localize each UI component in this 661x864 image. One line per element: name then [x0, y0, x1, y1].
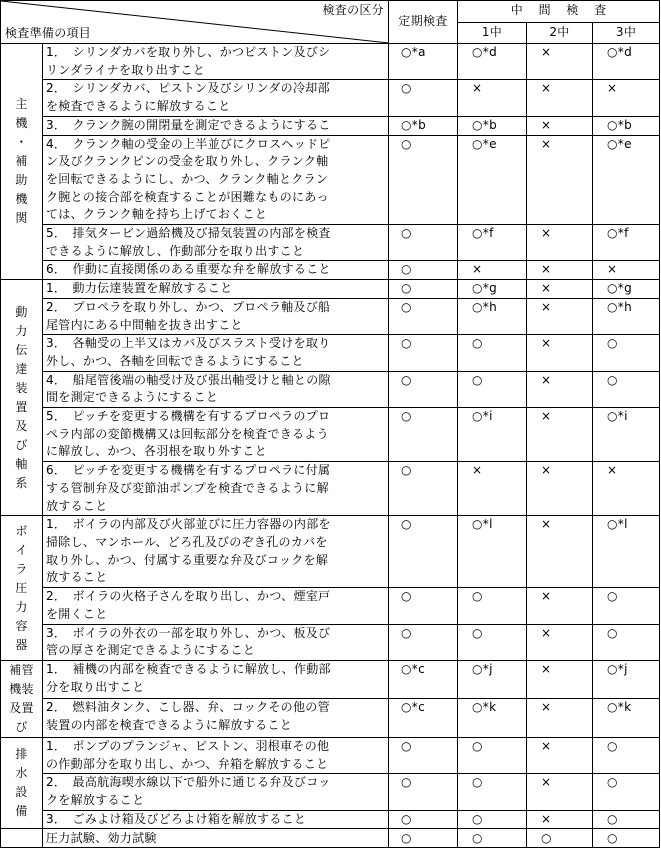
- category-label-char: 置: [15, 399, 28, 414]
- table-row: [1, 462, 660, 516]
- category-label-char: び: [15, 437, 28, 452]
- item-description: [43, 699, 389, 738]
- mid-1-mark: ○*d: [458, 44, 527, 80]
- mid-3-mark: ○*d: [593, 44, 660, 80]
- item-line: 2． 燃料油タンク、こし器、弁、コックその他の管: [46, 700, 330, 715]
- mid-3-mark: ○: [593, 829, 660, 848]
- periodic-mark: ○: [389, 829, 458, 848]
- mid-2-mark: ×: [527, 588, 593, 624]
- item-line: ク腕との接合部を検査することが困難なものにあっ: [46, 189, 329, 204]
- mid-3-mark: ○: [593, 335, 660, 371]
- item-line: 3． 各軸受の上半又はカバ及びスラスト受けを取り: [46, 336, 331, 351]
- item-line: 外し、かつ、各軸を回転できるようにすること: [46, 353, 304, 368]
- item-description: [43, 660, 389, 699]
- category-label-char: 力: [15, 323, 28, 338]
- item-line: の作動部分を取り出し、かつ、弁箱を解放すること: [46, 756, 329, 771]
- mid-2-mark: ×: [527, 116, 593, 135]
- mid-3-mark: ×: [593, 462, 660, 516]
- mid-1-mark: ×: [458, 261, 527, 280]
- category-label-char: 関: [15, 211, 28, 226]
- periodic-mark: ○: [389, 624, 458, 660]
- category-label-char: 機: [15, 192, 28, 207]
- item-description: [43, 810, 389, 829]
- item-description: [43, 225, 389, 261]
- mid-1-mark: ×: [458, 462, 527, 516]
- mid-1-mark: ○: [458, 624, 527, 660]
- periodic-mark: ○*c: [389, 699, 458, 738]
- item-line: を検査できるように解放すること: [46, 99, 231, 114]
- mid-3-mark: ○*k: [593, 699, 660, 738]
- category-label-char: 器: [15, 637, 28, 652]
- mid-1-mark: ○: [458, 737, 527, 773]
- table-row: [1, 135, 660, 225]
- category-label: [1, 516, 43, 661]
- item-line: 放すること: [46, 498, 108, 513]
- item-line: に解放し、かつ、各羽根を取り外すこと: [46, 444, 267, 459]
- periodic-mark: ○: [389, 774, 458, 810]
- category-label: [1, 737, 43, 829]
- item-line: 1． ポンプのプランジャ、ピストン、羽根車その他: [46, 738, 330, 753]
- mid-3-mark: ○*l: [593, 516, 660, 588]
- mid-1-mark: ○*i: [458, 408, 527, 462]
- table-row: [1, 516, 660, 588]
- item-description: [43, 408, 389, 462]
- intermediate-2-header: 2中: [527, 22, 593, 44]
- mid-3-mark: ○: [593, 737, 660, 773]
- mid-3-mark: ○*i: [593, 408, 660, 462]
- item-line: 2． ボイラの火格子さんを取り出し、かつ、煙室戸: [46, 589, 331, 604]
- intermediate-1-header: 1中: [458, 22, 527, 44]
- item-line: 6． ピッチを変更する機構を有するプロペラに付属: [46, 463, 331, 478]
- item-line: 3． ボイラの外衣の一部を取り外し、かつ、板及び: [46, 625, 331, 640]
- periodic-mark: ○: [389, 261, 458, 280]
- mid-1-mark: ○: [458, 810, 527, 829]
- item-line: する管制弁及び変節油ポンプを検査できるように解: [46, 480, 329, 495]
- category-label-char: ボ: [15, 523, 28, 538]
- item-description: [43, 135, 389, 225]
- table-row: [1, 261, 660, 280]
- item-line: ては、クランク軸を持ち上げておくこと: [46, 207, 268, 222]
- mid-1-mark: ○*k: [458, 699, 527, 738]
- periodic-mark: ○: [389, 588, 458, 624]
- table-row: [1, 371, 660, 407]
- periodic-mark: ○*a: [389, 44, 458, 80]
- category-label-char: 設: [15, 785, 28, 800]
- category-label-char: 排: [15, 747, 28, 762]
- category-label-char: 及置: [9, 700, 34, 715]
- item-line: 1． 動力伝達装置を解放すること: [46, 281, 233, 296]
- mid-2-mark: ×: [527, 261, 593, 280]
- item-line: 尾管内にある中間軸を抜き出すこと: [46, 317, 243, 332]
- table-row: [1, 298, 660, 334]
- item-description: [43, 624, 389, 660]
- category-label: [1, 280, 43, 516]
- item-line: 装置の内部を検査できるように解放すること: [46, 718, 293, 733]
- category-label-char: 機装: [9, 681, 34, 696]
- item-line: 間を測定できるようにすること: [46, 390, 219, 405]
- item-line: 6． 作動に直接関係のある重要な弁を解放すること: [46, 262, 331, 277]
- mid-2-mark: ×: [527, 737, 593, 773]
- periodic-mark: ○: [389, 810, 458, 829]
- item-description: [43, 335, 389, 371]
- mid-2-mark: ×: [527, 810, 593, 829]
- category-label-char: び: [15, 719, 28, 734]
- table-row: [1, 116, 660, 135]
- mid-2-mark: ×: [527, 335, 593, 371]
- item-line: ペラ内部の変節機構又は回転部分を検査できるよう: [46, 426, 329, 441]
- table-row: [1, 225, 660, 261]
- mid-2-mark: ×: [527, 135, 593, 225]
- mid-2-mark: ×: [527, 462, 593, 516]
- mid-3-mark: ○*j: [593, 660, 660, 699]
- mid-3-mark: ○*h: [593, 298, 660, 334]
- mid-3-mark: ○: [593, 371, 660, 407]
- item-line: 1． シリンダカバを取り外し、かつピストン及びシ: [46, 45, 331, 59]
- table-row: [1, 660, 660, 699]
- mid-2-mark: ×: [527, 774, 593, 810]
- category-label-char: 補: [15, 154, 28, 169]
- category-label-char: 助: [15, 173, 28, 188]
- item-line: 2． プロペラを取り外し、かつ、プロペラ軸及び船: [46, 299, 331, 314]
- category-label-char: 軸: [15, 456, 28, 471]
- category-label-char: 達: [15, 361, 28, 376]
- item-line: 管の厚さを測定できるようにすること: [46, 643, 256, 658]
- item-line: 1． ボイラの内部及び火部並びに圧力容器の内部を: [46, 517, 331, 532]
- mid-1-mark: ○*b: [458, 116, 527, 135]
- item-description: [43, 80, 389, 116]
- item-line: 取り外し、かつ、付属する重要な弁及びコックを解: [46, 552, 329, 567]
- mid-1-mark: ○: [458, 829, 527, 848]
- mid-3-mark: ×: [593, 80, 660, 116]
- category-label-char: ラ: [15, 561, 28, 576]
- category-label-char: 伝: [15, 342, 28, 357]
- mid-1-mark: ○*j: [458, 660, 527, 699]
- category-label-char: 機: [15, 116, 28, 131]
- item-line: 分を取り出すこと: [46, 679, 145, 694]
- item-line: 3． ごみよけ箱及びどろよけ箱を解放すること: [46, 811, 307, 826]
- items-header-label: 検査準備の項目: [5, 26, 92, 40]
- item-line: 5． ピッチを変更する機構を有するプロペラのプロ: [46, 409, 331, 424]
- periodic-mark: ○: [389, 225, 458, 261]
- item-description: [43, 280, 389, 299]
- periodic-mark: ○: [389, 298, 458, 334]
- periodic-mark: ○: [389, 371, 458, 407]
- mid-1-mark: ×: [458, 80, 527, 116]
- periodic-mark: ○*b: [389, 116, 458, 135]
- category-label-char: 備: [15, 804, 28, 819]
- mid-2-mark: ×: [527, 371, 593, 407]
- mid-2-mark: ×: [527, 408, 593, 462]
- periodic-mark: ○: [389, 737, 458, 773]
- item-description: [43, 516, 389, 588]
- item-line: ン及びクランクピンの受金を取り外し、クランク軸: [46, 154, 329, 169]
- item-line: クを解放すること: [46, 793, 145, 808]
- mid-2-mark: ○: [527, 829, 593, 848]
- category-label-char: イ: [15, 542, 28, 557]
- mid-1-mark: ○: [458, 588, 527, 624]
- periodic-mark: ○: [389, 516, 458, 588]
- periodic-mark: ○: [389, 80, 458, 116]
- category-label-char: 装: [15, 380, 28, 395]
- periodic-mark: ○: [389, 335, 458, 371]
- item-description: [43, 371, 389, 407]
- mid-3-mark: ○*g: [593, 280, 660, 299]
- category-label-char: 補管: [9, 662, 34, 677]
- item-description: [43, 261, 389, 280]
- intermediate-3-header: 3中: [593, 22, 660, 44]
- mid-3-mark: ○: [593, 810, 660, 829]
- item-line: 4． 船尾管後端の軸受け及び張出軸受けと軸との隙: [46, 372, 331, 387]
- item-line: 5． 排気タービン過給機及び掃気装置の内部を検査: [46, 226, 331, 241]
- category-label-char: 主: [15, 97, 28, 112]
- mid-1-mark: ○: [458, 774, 527, 810]
- item-description: [43, 737, 389, 773]
- table-row: [1, 280, 660, 299]
- item-line: を回転できるようにし、かつ、クランク軸とクラン: [46, 171, 329, 186]
- mid-2-mark: ×: [527, 298, 593, 334]
- category-label: [1, 44, 43, 280]
- category-label-char: 水: [15, 766, 28, 781]
- periodic-mark: ○: [389, 280, 458, 299]
- item-line: を開くこと: [46, 606, 108, 621]
- mid-3-mark: ○*e: [593, 135, 660, 225]
- mid-1-mark: ○*l: [458, 516, 527, 588]
- table-row: [1, 699, 660, 738]
- item-description: [43, 774, 389, 810]
- item-description: [43, 588, 389, 624]
- mid-3-mark: ○: [593, 624, 660, 660]
- item-description: [43, 44, 389, 80]
- item-line: 掃除し、マンホール、どろ孔及びのぞき孔のカバを: [46, 534, 328, 549]
- item-line: 4． クランク軸の受金の上半並びにクロスヘッドピ: [46, 136, 331, 151]
- mid-3-mark: ○: [593, 588, 660, 624]
- category-label-char: 動: [15, 304, 28, 319]
- category-header-label: 検査の区分: [322, 3, 384, 17]
- mid-1-mark: ○*e: [458, 135, 527, 225]
- table-row: [1, 80, 660, 116]
- item-line: 3． クランク腕の開閉量を測定できるようにするこ: [46, 117, 331, 132]
- item-line: できるように解放し、作動部分を取り出すこと: [46, 243, 305, 258]
- item-description: [43, 462, 389, 516]
- mid-3-mark: ×: [593, 261, 660, 280]
- category-label-char: 力: [15, 599, 28, 614]
- mid-2-mark: ×: [527, 225, 593, 261]
- category-label-char: 容: [15, 618, 28, 633]
- item-description: [43, 298, 389, 334]
- item-line: リンダライナを取り出すこと: [46, 62, 206, 77]
- item-description: [43, 116, 389, 135]
- mid-2-mark: ×: [527, 80, 593, 116]
- periodic-mark: ○: [389, 135, 458, 225]
- empty-category-cell: [1, 829, 43, 848]
- category-label-char: ・: [15, 135, 28, 150]
- periodic-mark: ○: [389, 408, 458, 462]
- periodic-mark: ○*c: [389, 660, 458, 699]
- category-label-char: 系: [15, 475, 28, 490]
- item-line: 1． 補機の内部を検査できるように解放し、作動部: [46, 661, 331, 676]
- periodic-inspection-header: 定期検査: [389, 1, 458, 44]
- mid-1-mark: ○: [458, 335, 527, 371]
- table-row: [1, 408, 660, 462]
- table-row: [1, 829, 660, 848]
- category-label: [1, 660, 43, 737]
- mid-3-mark: ○*b: [593, 116, 660, 135]
- mid-1-mark: ○*h: [458, 298, 527, 334]
- category-label-char: 圧: [15, 580, 28, 595]
- mid-2-mark: ×: [527, 699, 593, 738]
- mid-3-mark: ○*f: [593, 225, 660, 261]
- table-row: [1, 774, 660, 810]
- mid-2-mark: ×: [527, 44, 593, 80]
- mid-3-mark: ○: [593, 774, 660, 810]
- mid-2-mark: ×: [527, 624, 593, 660]
- table-row: [1, 810, 660, 829]
- table-row: [1, 335, 660, 371]
- table-row: [1, 737, 660, 773]
- item-line: 2． シリンダカバ、ピストン及びシリンダの冷却部: [46, 81, 330, 96]
- item-line: 2． 最高航海喫水線以下で船外に通じる弁及びコッ: [46, 775, 331, 790]
- category-label-char: 及: [15, 418, 28, 433]
- mid-1-mark: ○: [458, 371, 527, 407]
- item-line: 放すること: [46, 570, 108, 585]
- table-row: [1, 44, 660, 80]
- mid-1-mark: ○*f: [458, 225, 527, 261]
- table-row: [1, 588, 660, 624]
- mid-2-mark: ×: [527, 280, 593, 299]
- intermediate-inspection-header: 中 間 検 査: [458, 1, 660, 23]
- pressure-test-label: 圧力試験、効力試験: [43, 829, 389, 848]
- table-row: [1, 624, 660, 660]
- mid-2-mark: ×: [527, 516, 593, 588]
- mid-1-mark: ○*g: [458, 280, 527, 299]
- periodic-mark: ○: [389, 462, 458, 516]
- diagonal-header-cell: [1, 1, 389, 44]
- mid-2-mark: ×: [527, 660, 593, 699]
